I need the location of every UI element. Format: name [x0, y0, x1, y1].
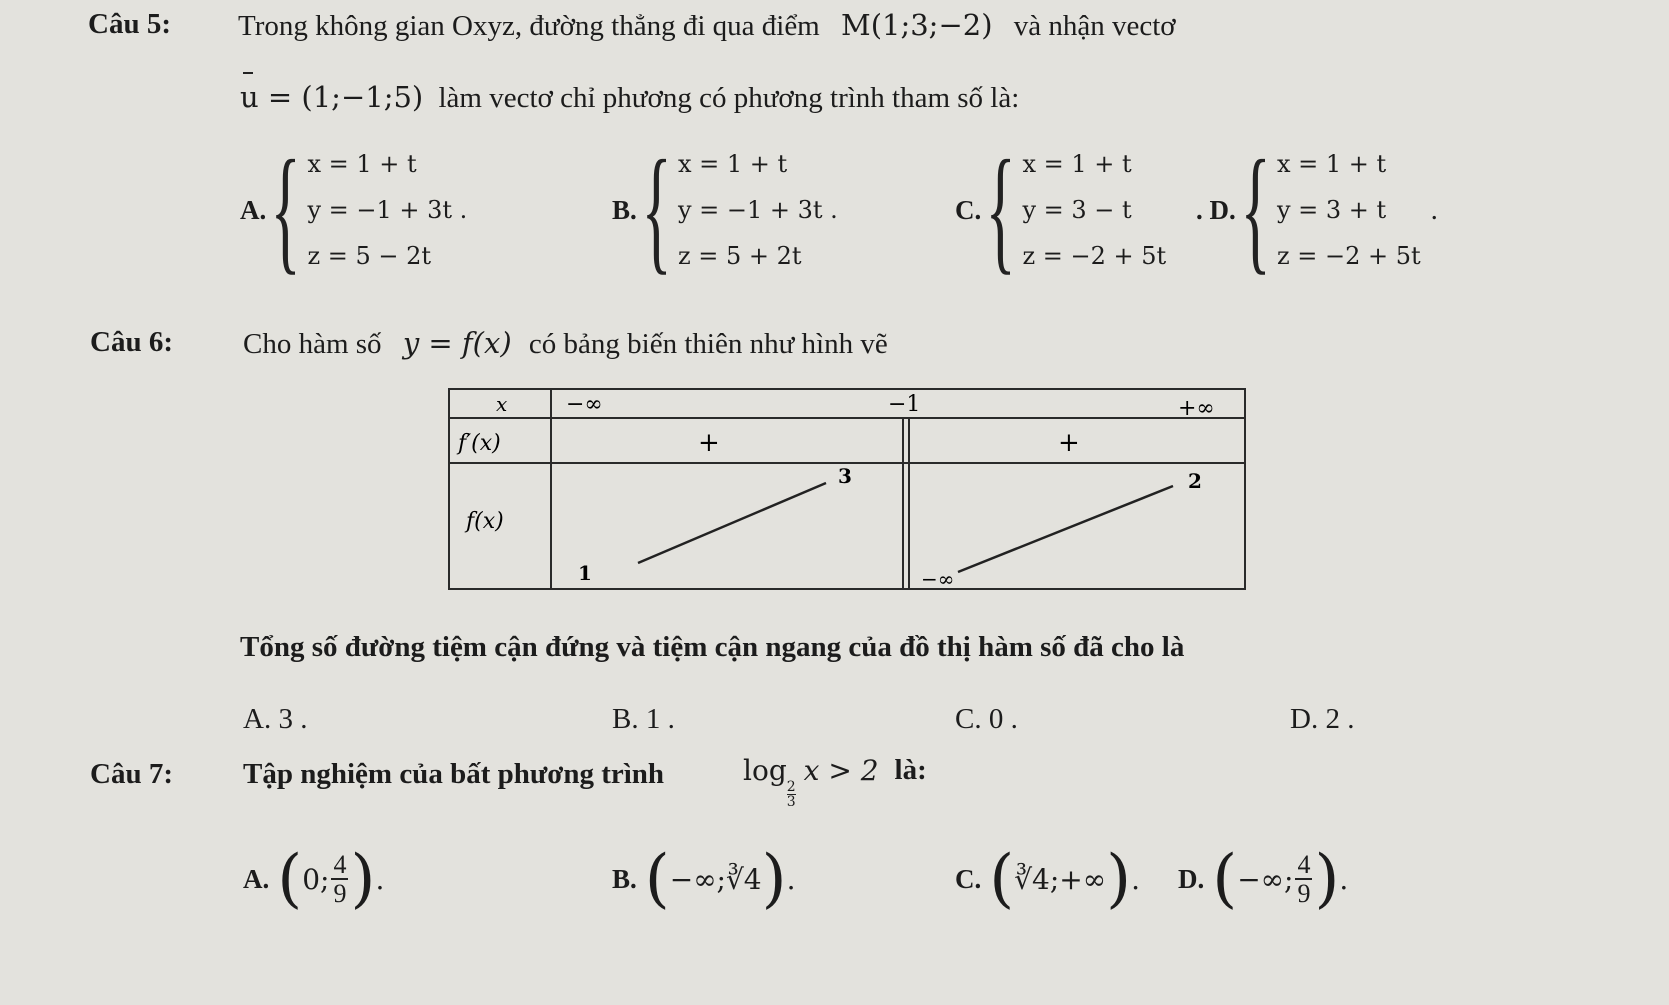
row-label-f: f(x) — [466, 509, 504, 534]
q7-option-b[interactable] — [612, 842, 795, 916]
brace-icon: { — [270, 132, 301, 287]
q7-base-den: 3 — [786, 794, 796, 810]
q6-line1 — [243, 326, 888, 361]
q7-option-a-left: 0; — [302, 862, 330, 896]
equation: z = 5 − 2t — [307, 242, 432, 270]
f-bottom-right: −∞ — [921, 567, 955, 591]
q7-text1: Tập nghiệm của bất phương trình — [243, 758, 665, 790]
equation: x = 1 + t — [307, 150, 417, 178]
brace-icon: { — [641, 132, 672, 287]
q5-option-b-label: B. — [612, 194, 637, 225]
fraction-den: 9 — [1297, 879, 1311, 908]
increase-arrow-left — [638, 483, 826, 563]
q6-answer-a[interactable]: A. 3 . — [243, 703, 308, 735]
equation: y = −1 + 3t . — [307, 196, 468, 224]
paren-close-icon: ) — [761, 842, 787, 916]
q7-option-c-right: ;+∞ — [1049, 862, 1107, 896]
sign-left: + — [698, 428, 720, 458]
fraction-num: 4 — [333, 849, 347, 879]
q7-option-b-root: ∛4 — [725, 862, 762, 896]
q6-answer-b[interactable]: B. 1 . — [612, 703, 675, 735]
q7-sep: . — [786, 862, 796, 896]
paren-open-icon: ( — [277, 842, 303, 916]
q6-text1: Cho hàm số — [243, 328, 382, 360]
f-top-left: 3 — [838, 464, 852, 488]
q5-point: M(1;3;−2) — [841, 8, 993, 42]
q5-option-d[interactable] — [1196, 132, 1438, 287]
q5-option-d-label: . D. — [1196, 194, 1236, 225]
q5-option-c[interactable] — [955, 132, 1167, 287]
brace-icon: { — [985, 132, 1016, 287]
q5-label: Câu 5: — [88, 8, 171, 40]
q7-option-d-left: −∞; — [1237, 862, 1294, 896]
q6-answer-d[interactable]: D. 2 . — [1290, 703, 1355, 735]
paren-close-icon: ) — [1314, 842, 1340, 916]
q7-option-a-label: A. — [243, 863, 270, 894]
q5-option-b[interactable] — [612, 132, 838, 287]
equation: y = 3 + t — [1276, 196, 1387, 224]
variation-table — [448, 388, 1248, 593]
paren-close-icon: ) — [1106, 842, 1132, 916]
q6-func: y = f(x) — [402, 326, 512, 360]
q7-option-d[interactable] — [1178, 842, 1348, 916]
q7-option-a-fraction — [331, 851, 348, 908]
row-label-fprime: f′(x) — [458, 431, 501, 456]
equation: y = −1 + 3t . — [677, 196, 838, 224]
q5-option-a[interactable] — [240, 132, 468, 287]
q7-inequality — [743, 754, 927, 809]
q6-answer-c[interactable]: C. 0 . — [955, 703, 1018, 735]
equation: z = −2 + 5t — [1276, 242, 1421, 270]
equation: x = 1 + t — [1022, 150, 1132, 178]
q5-option-d-tail: . — [1430, 193, 1438, 226]
q5-line1 — [238, 8, 1176, 43]
fraction-num: 4 — [1297, 849, 1311, 879]
equation: z = −2 + 5t — [1022, 242, 1167, 270]
q7-log-base — [787, 780, 796, 809]
q7-text2: là: — [894, 754, 927, 786]
q7-option-c-label: C. — [955, 863, 982, 894]
q6-text2: có bảng biến thiên như hình vẽ — [528, 328, 888, 360]
q5-option-a-equations — [307, 150, 467, 270]
paren-open-icon: ( — [644, 842, 670, 916]
q7-ineq: x > 2 — [803, 754, 879, 787]
equation: x = 1 + t — [1276, 150, 1387, 178]
q7-option-c[interactable] — [955, 842, 1140, 916]
q7-option-d-label: D. — [1178, 863, 1205, 894]
q5-line2-text: làm vectơ chỉ phương có phương trình tham số là: — [438, 82, 1020, 114]
q6-label: Câu 6: — [90, 326, 173, 358]
q7-option-d-fraction — [1295, 851, 1312, 908]
x-left: −∞ — [566, 392, 603, 417]
q5-line1-text: Trong không gian Oxyz, đường thẳng đi qua điểm — [238, 10, 820, 42]
brace-icon: { — [1240, 132, 1271, 287]
q5-option-a-label: A. — [240, 194, 267, 225]
f-top-right: 2 — [1188, 469, 1202, 493]
q5-line2 — [240, 80, 1019, 115]
paren-open-icon: ( — [989, 842, 1015, 916]
q6-question: Tổng số đường tiệm cận đứng và tiệm cận ngang của đồ thị hàm số đã cho là — [240, 631, 1185, 663]
q7-sep: . — [375, 862, 385, 896]
q5-option-d-equations — [1277, 150, 1421, 270]
q5-option-c-equations — [1022, 150, 1166, 270]
q7-option-a[interactable] — [243, 842, 384, 916]
q7-label: Câu 7: — [90, 758, 173, 790]
q5-vector: u = (1;−1;5) — [240, 80, 424, 114]
q7-sep: . — [1131, 862, 1140, 896]
vector-arrow-icon — [243, 72, 253, 74]
q7-option-b-label: B. — [612, 863, 637, 894]
sign-right: + — [1058, 428, 1080, 458]
q7-option-c-root: ∛4 — [1014, 862, 1050, 896]
equation: y = 3 − t — [1022, 196, 1132, 224]
x-mid: −1 — [888, 392, 921, 417]
paren-open-icon: ( — [1212, 842, 1238, 916]
equation: z = 5 + 2t — [677, 242, 802, 270]
fraction-den: 9 — [333, 879, 347, 908]
row-label-x: x — [496, 392, 508, 416]
q5-option-c-label: C. — [955, 194, 982, 225]
q7-sep: . — [1339, 862, 1349, 896]
q7-base-num: 2 — [786, 779, 796, 795]
equation: x = 1 + t — [677, 150, 788, 178]
q5-option-b-equations — [678, 150, 838, 270]
x-right: +∞ — [1178, 396, 1215, 421]
q5-line1-tail: và nhận vectơ — [1013, 10, 1176, 42]
f-bottom-left: 1 — [578, 561, 592, 585]
q7-log: log — [743, 754, 787, 787]
increase-arrow-right — [958, 486, 1173, 572]
paren-close-icon: ) — [350, 842, 376, 916]
q7-option-b-left: −∞; — [669, 862, 726, 896]
